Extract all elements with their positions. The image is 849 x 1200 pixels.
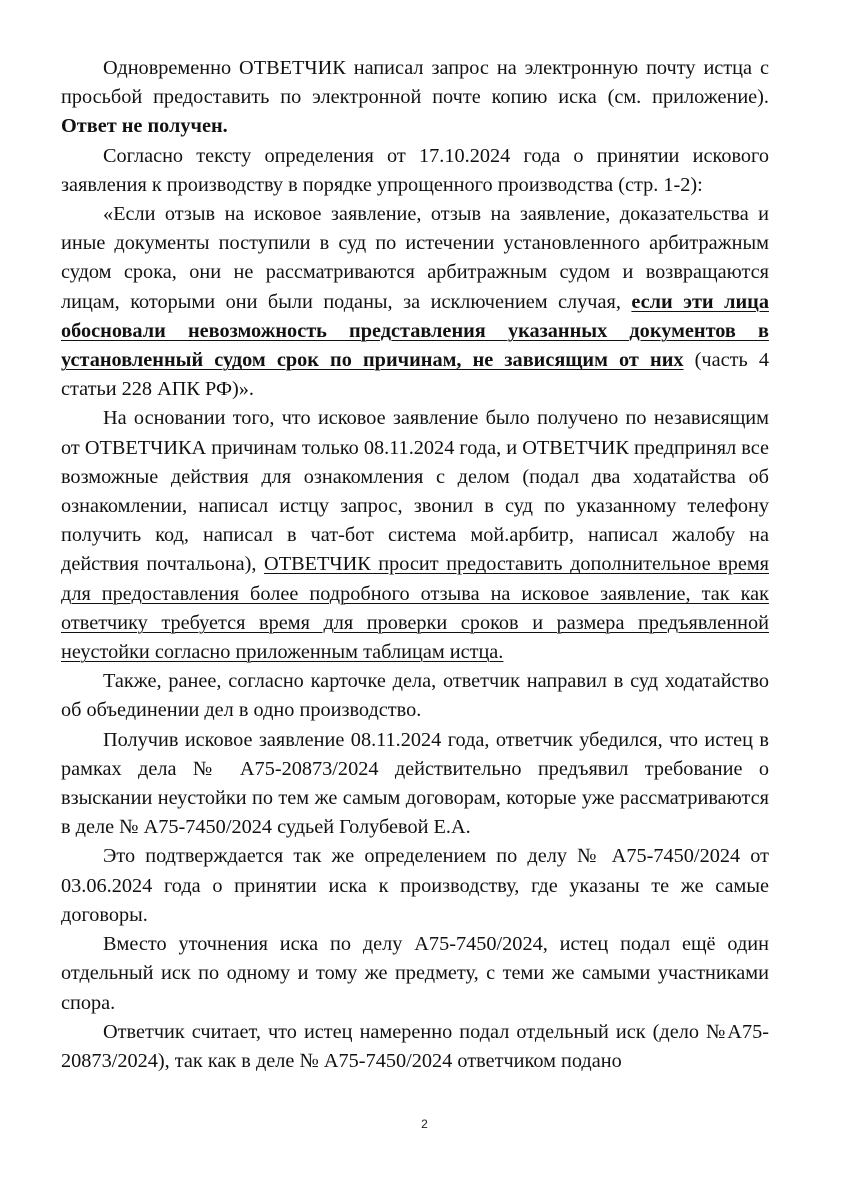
paragraph-2 <box>61 142 769 200</box>
paragraph-5-text: Также, ранее, согласно карточке дела, ответчик направил в суд ходатайство об объединении дел в одно производство. <box>61 670 769 722</box>
paragraph-1 <box>61 54 769 142</box>
paragraph-8 <box>61 930 769 1018</box>
paragraph-8-text: Вместо уточнения иска по делу А75-7450/2024, истец подал ещё один отдельный иск по одному и тому же предмету, с теми же самыми участниками спора. <box>61 933 769 1014</box>
paragraph-5 <box>61 667 769 725</box>
paragraph-3-bold-underlined: если эти лица обосновали невозможность представления указанных документов в установленный судом срок по причинам, не зависящим от них <box>61 290 769 372</box>
paragraph-4 <box>61 404 769 667</box>
document-page <box>61 54 769 1076</box>
paragraph-9 <box>61 1018 769 1076</box>
paragraph-6-text: Получив исковое заявление 08.11.2024 года, ответчик убедился, что истец в рамках дела № А75-20873/2024 действительно предъявил требование о взыскании неустойки по тем же самым договорам, которые уже рассматриваются в деле № А75-7450/2024 судьей Голубевой Е.А. <box>61 728 769 839</box>
paragraph-4-underlined: ОТВЕТЧИК просит предоставить дополнительное время для предоставления более подробного отзыва на исковое заявление, так как ответчику требуется время для проверки сроков и размера предъявленной неустойки согласно приложенным таблицам истца. <box>61 553 770 664</box>
page-number: 2 <box>421 1117 428 1131</box>
paragraph-7-text: Это подтверждается так же определением по делу № А75-7450/2024 от 03.06.2024 года о принятии иска к производству, где указаны те же самые договоры. <box>61 845 769 926</box>
paragraph-2-text: Согласно тексту определения от 17.10.2024 года о принятии искового заявления к производству в порядке упрощенного производства (стр. 1-2): <box>61 144 769 196</box>
paragraph-3-tail: (часть 4 статьи 228 АПК РФ)». <box>61 349 769 401</box>
paragraph-7 <box>61 842 769 930</box>
paragraph-6 <box>61 726 769 843</box>
paragraph-1-text: Одновременно ОТВЕТЧИК написал запрос на электронную почту истца с просьбой предоставить по электронной почте копию иска (см. приложение). <box>61 57 769 109</box>
paragraph-4-text: На основании того, что исковое заявление было получено по независящим от ОТВЕТЧИКА причинам только 08.11.2024 года, и ОТВЕТЧИК предпринял все возможные действия для ознакомления с делом (подал два ходатайства об ознакомлении, написал истцу запрос, звонил в суд по указанному телефону получить код, написал в чат-бот система мой.арбитр, написал жалобу на действия почтальона), <box>61 407 769 576</box>
paragraph-3-text: «Если отзыв на исковое заявление, отзыв на заявление, доказательства и иные документы поступили в суд по истечении установленного арбитражным судом срока, они не рассматриваются арбитражным судом и возвращаются лицам, которыми они были поданы, за исключением случая, <box>61 203 769 313</box>
paragraph-3-quote <box>61 200 769 404</box>
paragraph-9-text: Ответчик считает, что истец намеренно подал отдельный иск (дело №А75-20873/2024), так как в деле № А75-7450/2024 ответчиком подано <box>61 1020 769 1072</box>
paragraph-1-bold: Ответ не получен. <box>61 115 228 138</box>
